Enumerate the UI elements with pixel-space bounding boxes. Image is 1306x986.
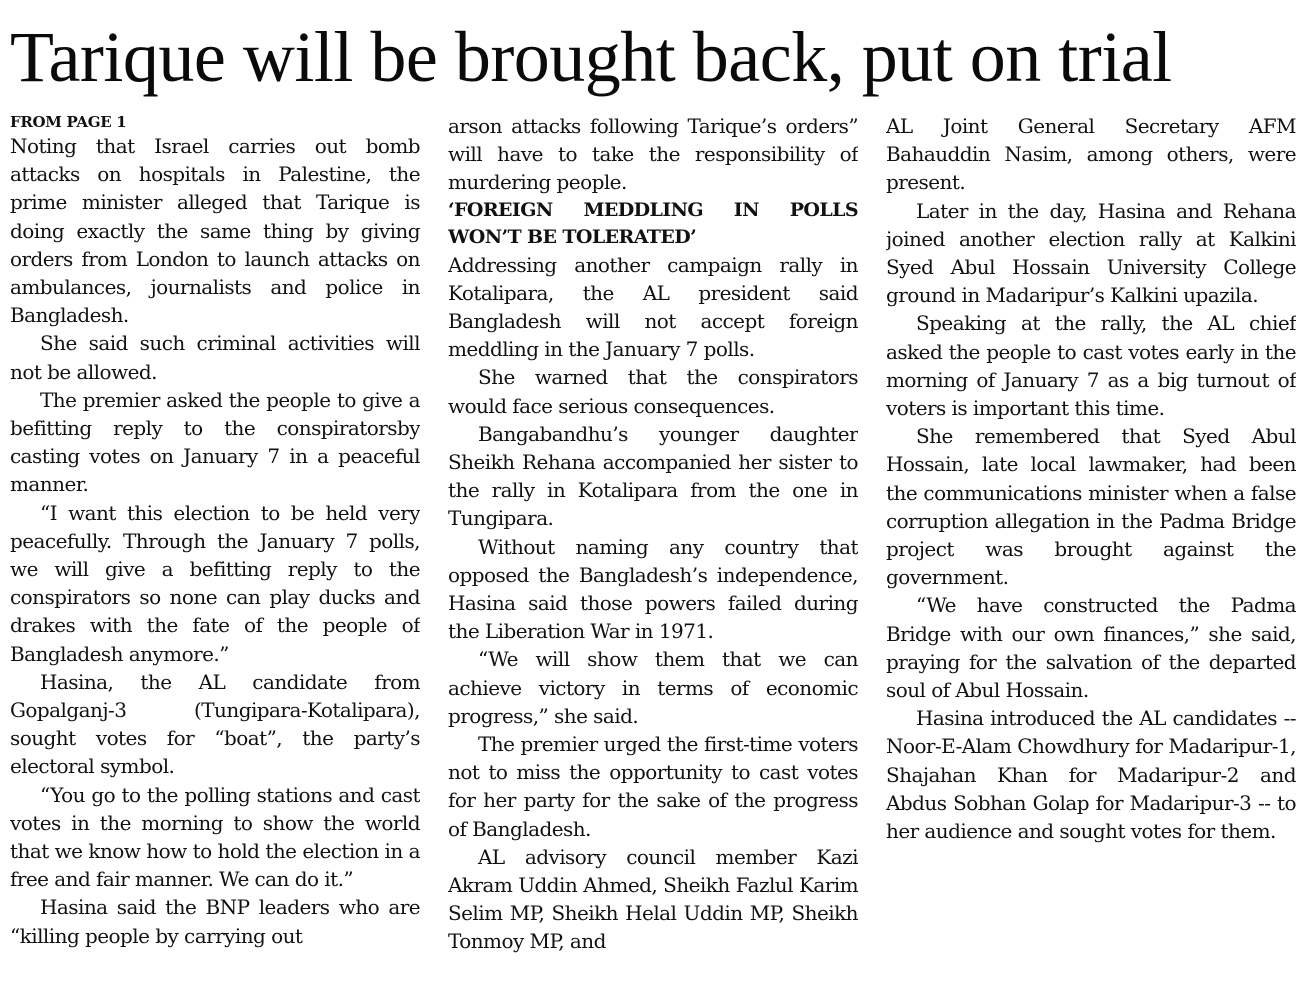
paragraph: Hasina introduced the AL candidates -- Noor-E-Alam Chowdhury for Madaripur-1, Shajahan Khan for Madaripur-2 and Abdus Sobhan Golap for Madaripur-3 -- to her audience and sought votes for them. xyxy=(886,706,1296,844)
paragraph: She warned that the conspirators would face serious consequences. xyxy=(448,365,858,418)
paragraph: “You go to the polling stations and cast votes in the morning to show the world that we know how to hold the election in a free and fair manner. We can do it.” xyxy=(10,782,420,892)
paragraph: Without naming any country that opposed the Bangladesh’s independence, Hasina said those powers failed during the Liberation War in 1971. xyxy=(448,534,858,644)
paragraph: Later in the day, Hasina and Rehana joined another election rally at Kalkini Syed Abul Hossain University College ground in Madaripur’s Kalkini upazila. xyxy=(886,198,1296,308)
article-column-2 xyxy=(448,112,858,972)
paragraph: Hasina, the AL candidate from Gopalganj-3 (Tungipara-Kotalipara), sought votes for “boat”, the party’s electoral symbol. xyxy=(10,669,420,779)
paragraph-continued: arson attacks following Tarique’s orders” will have to take the responsibility of murdering people. xyxy=(448,114,858,195)
paragraph: AL advisory council member Kazi Akram Uddin Ahmed, Sheikh Fazlul Karim Selim MP, Sheikh Helal Uddin MP, Sheikh Tonmoy MP, and xyxy=(448,844,858,954)
paragraph: She remembered that Syed Abul Hossain, late local lawmaker, had been the communications minister when a false corruption allegation in the Padma Bridge project was brought against the government. xyxy=(886,424,1296,590)
paragraph: “We have constructed the Padma Bridge with our own finances,” she said, praying for the salvation of the departed soul of Abul Hossain. xyxy=(886,593,1296,703)
article-column-3 xyxy=(886,112,1296,972)
article-column-1 xyxy=(10,112,420,972)
paragraph: Hasina said the BNP leaders who are “killing people by carrying out xyxy=(10,895,420,948)
headline: Tarique will be brought back, put on trial xyxy=(10,17,1172,97)
paragraph: Addressing another campaign rally in Kotalipara, the AL president said Bangladesh will not accept foreign meddling in the January 7 polls. xyxy=(448,252,858,362)
paragraph: “I want this election to be held very peacefully. Through the January 7 polls, we will give a befitting reply to the conspirators so none can play ducks and drakes with the fate of the people of Bangladesh anymore.” xyxy=(10,500,420,666)
continuation-kicker: FROM PAGE 1 xyxy=(10,113,127,131)
paragraph-continued: AL Joint General Secretary AFM Bahauddin Nasim, among others, were present. xyxy=(886,114,1296,195)
paragraph: Noting that Israel carries out bomb attacks on hospitals in Palestine, the prime minister alleged that Tarique is doing exactly the same thing by giving orders from London to launch attacks on ambulances, journalists and police in Bangladesh. xyxy=(10,134,420,328)
section-subhead: ‘FOREIGN MEDDLING IN POLLS WON’T BE TOLERATED’ xyxy=(448,198,858,248)
paragraph: The premier asked the people to give a befitting reply to the conspiratorsby casting votes on January 7 in a peaceful manner. xyxy=(10,387,420,497)
paragraph: The premier urged the first-time voters not to miss the opportunity to cast votes for her party for the sake of the progress of Bangladesh. xyxy=(448,732,858,841)
paragraph: Speaking at the rally, the AL chief asked the people to cast votes early in the morning of January 7 as a big turnout of voters is important this time. xyxy=(886,311,1296,421)
paragraph: “We will show them that we can achieve victory in terms of economic progress,” she said. xyxy=(448,647,858,728)
paragraph: Bangabandhu’s younger daughter Sheikh Rehana accompanied her sister to the rally in Kotalipara from the one in Tungipara. xyxy=(448,421,858,531)
paragraph: She said such criminal activities will not be allowed. xyxy=(10,331,420,384)
